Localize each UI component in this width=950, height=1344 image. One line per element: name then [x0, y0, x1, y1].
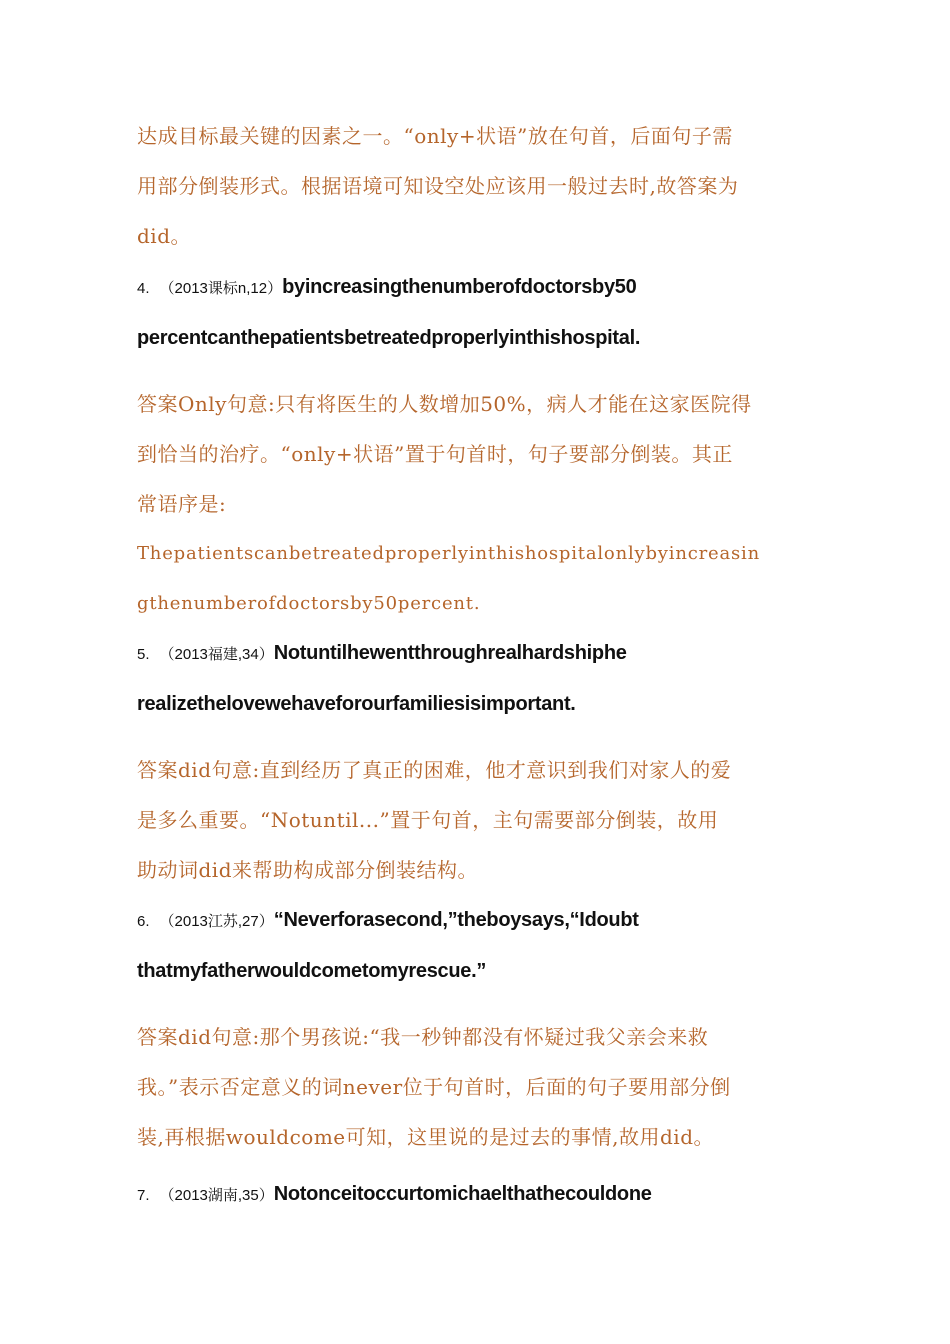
question-6: [137, 906, 639, 936]
question-source: （2013课标n,12）: [159, 280, 283, 297]
question-number: 5.: [137, 646, 150, 663]
answer-line: 用部分倒装形式。根据语境可知设空处应该用一般过去时,故答案为: [137, 174, 739, 198]
answer-line: Thepatientscanbetreatedproperlyinthishospitalonlybyincreasin: [137, 543, 760, 564]
answer-line: 是多么重要。“Notuntil...”置于句首，主句需要部分倒装，故用: [137, 808, 719, 832]
answer-line: 到恰当的治疗。“only+状语”置于句首时，句子要部分倒装。其正: [137, 442, 733, 466]
answer-line: 装,再根据wouldcome可知，这里说的是过去的事情,故用did。: [137, 1125, 714, 1149]
question-text-continued: realizethelovewehaveforourfamiliesisimportant.: [137, 693, 576, 715]
question-text: “Neverforasecond,”theboysays,“Idoubt: [273, 909, 639, 931]
question-5: [137, 639, 627, 669]
answer-line: 答案did句意:那个男孩说:“我一秒钟都没有怀疑过我父亲会来救: [137, 1025, 709, 1049]
question-number: 7.: [137, 1187, 150, 1204]
answer-line: 我。”表示否定意义的词never位于句首时，后面的句子要用部分倒: [137, 1075, 731, 1099]
answer-line: 常语序是:: [137, 492, 227, 516]
question-text: Notuntilhewentthroughrealhardshiphe: [273, 642, 627, 664]
answer-line: 答案Only句意:只有将医生的人数增加50%，病人才能在这家医院得: [137, 392, 752, 416]
question-7: [137, 1180, 652, 1210]
question-text-continued: thatmyfatherwouldcometomyrescue.”: [137, 960, 487, 982]
answer-line: 助动词did来帮助构成部分倒装结构。: [137, 858, 479, 882]
question-source: （2013江苏,27）: [159, 913, 274, 930]
answer-line: did。: [137, 224, 192, 248]
question-source: （2013湖南,35）: [159, 1187, 274, 1204]
answer-line: 达成目标最关键的因素之一。“only+状语”放在句首，后面句子需: [137, 124, 733, 148]
question-number: 4.: [137, 280, 150, 297]
answer-line: 答案did句意:直到经历了真正的困难，他才意识到我们对家人的爱: [137, 758, 732, 782]
question-4: [137, 273, 636, 303]
question-number: 6.: [137, 913, 150, 930]
answer-line: gthenumberofdoctorsby50percent.: [137, 593, 481, 614]
question-text-continued: percentcanthepatientsbetreatedproperlyinthishospital.: [137, 327, 641, 349]
question-text: byincreasingthenumberofdoctorsby50: [282, 276, 637, 298]
question-source: （2013福建,34）: [159, 646, 274, 663]
question-text: Notonceitoccurtomichaelthathecouldone: [273, 1183, 652, 1205]
